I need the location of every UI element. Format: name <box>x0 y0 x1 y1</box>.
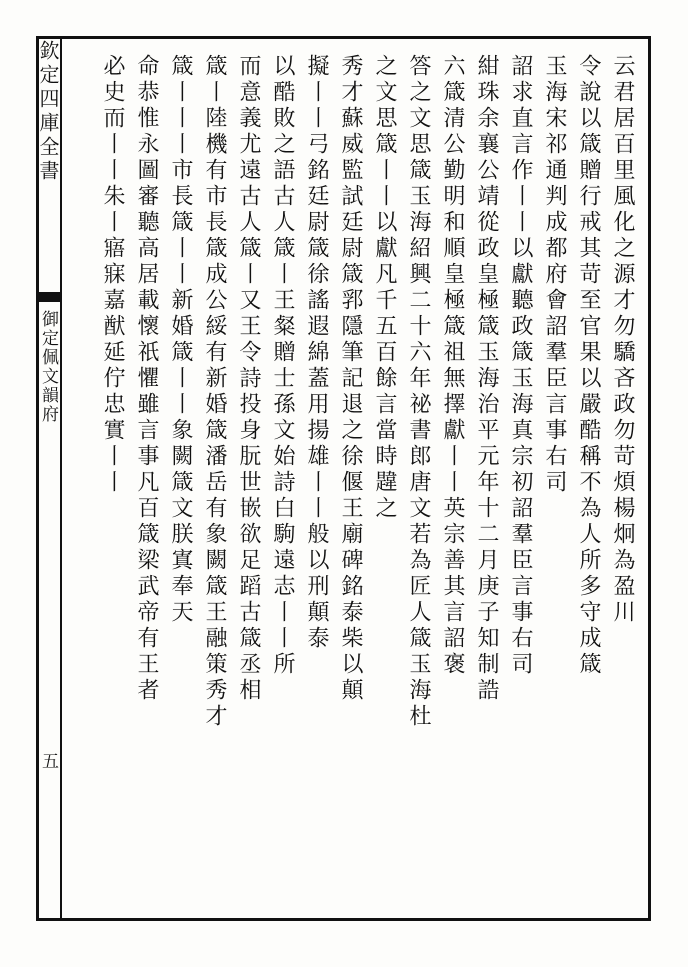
text-column: 云君居百里風化之源才勿驕吝政勿苛煩楊炯為盈川 <box>610 54 635 626</box>
text-column: 箴丨丨丨市長箴丨丨新婚箴丨丨象闕箴文朕寘奉天 <box>168 54 193 626</box>
text-column: 紺珠余襄公靖從政皇極箴玉海治平元年十二月庚子知制誥 <box>474 54 499 704</box>
frame-top-rule <box>38 36 650 39</box>
text-column: 擬丨丨弓銘廷尉箴徐謠遐綿蓋用揚雄丨丨般以刑顛泰 <box>304 54 329 652</box>
text-column: 而意義尤遠古人箴丨又王令詩投身朊世嵌欲足蹈古箴丞相 <box>236 54 261 704</box>
frame-right-rule <box>648 36 651 921</box>
text-column: 命恭惟永圖審聽高居載懷祇懼雖言事凡百箴梁武帝有王者 <box>134 54 159 704</box>
text-column: 秀才蘇威監試廷尉箴郛隱筆記退之徐偃王廟碑銘泰柴以顛 <box>338 54 363 704</box>
book-title: 欽定四庫全書 <box>36 40 60 184</box>
text-column: 箴丨陸機有市長箴成公綏有新婚箴潘岳有象闕箴王融策秀才 <box>202 54 227 730</box>
text-column: 令說以箴贈行戒其苛至官果以嚴酷稱不為人所多守成箴 <box>576 54 601 678</box>
text-column: 以酷敗之語古人箴丨王粲贈士孫文始詩白駒遠志丨丨所 <box>270 54 295 678</box>
text-column: 之文思箴丨丨以獻凡千五百餘言當時韙之 <box>372 54 397 522</box>
text-column: 玉海宋祁通判成都府會詔羣臣言事右司 <box>542 54 567 496</box>
gutter-black-band <box>36 292 60 302</box>
text-column: 答之文思箴玉海紹興二十六年祕書郎唐文若為匠人箴玉海杜 <box>406 54 431 730</box>
text-column: 六箴清公勤明和順皇極箴祖無擇獻丨丨英宗善其言詔褒 <box>440 54 465 678</box>
page-number: 五 <box>38 752 58 769</box>
book-subtitle: 御定佩文韻府 <box>38 310 58 424</box>
text-column: 必史而丨丨朱丨寤寐嘉猷延佇忠實丨丨 <box>100 54 125 496</box>
frame-bottom-rule <box>38 918 650 921</box>
text-column: 詔求直言作丨丨以獻聽政箴玉海真宗初詔羣臣言事右司 <box>508 54 533 678</box>
